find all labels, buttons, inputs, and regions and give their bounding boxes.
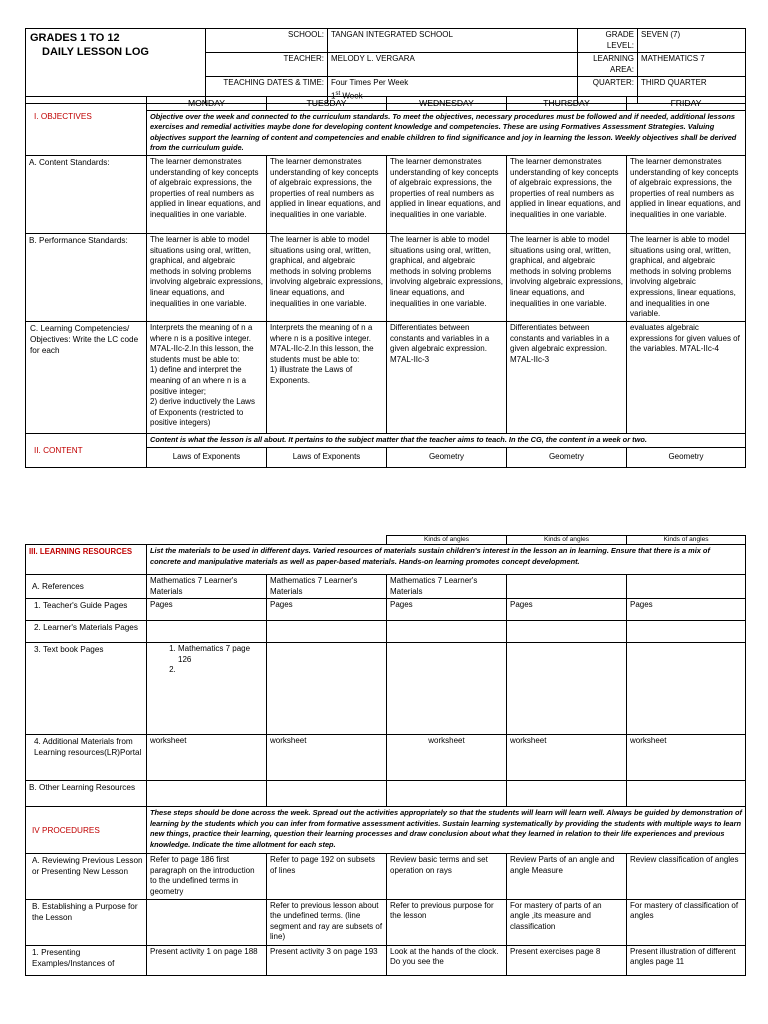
presenting-wed: Look at the hands of the clock. Do you see the xyxy=(387,945,507,975)
learners-materials-label: 2. Learner's Materials Pages xyxy=(26,621,147,643)
textbook-pages-mon xyxy=(147,643,267,735)
presenting-fri: Present illustration of different angles page 11 xyxy=(627,945,746,975)
textbook-pages-label: 3. Text book Pages xyxy=(26,643,147,735)
worksheet-fri: worksheet xyxy=(627,735,746,781)
other-resources-label: B. Other Learning Resources xyxy=(26,781,147,807)
day-friday: FRIDAY xyxy=(627,97,746,111)
content-standards-wed: The learner demonstrates understanding of key concepts of algebraic expressions, the properties of real numbers as applied in linear equations, and inequalities in one variable. xyxy=(387,155,507,233)
teacher-value: MELODY L. VERGARA xyxy=(328,53,578,77)
tg-pages-mon: Pages xyxy=(147,599,267,621)
teachers-guide-label: 1. Teacher's Guide Pages xyxy=(26,599,147,621)
references-label: A. References xyxy=(26,575,147,599)
week-number: 1 xyxy=(331,91,336,101)
quarter-label: QUARTER: xyxy=(578,77,638,104)
presenting-thu: Present exercises page 8 xyxy=(507,945,627,975)
topic-fri: Geometry xyxy=(627,447,746,467)
topic-tue: Laws of Exponents xyxy=(267,447,387,467)
lm-ref-mon: Mathematics 7 Learner's Materials xyxy=(147,575,267,599)
purpose-fri: For mastery of classification of angles xyxy=(627,899,746,945)
worksheet-tue: worksheet xyxy=(267,735,387,781)
tg-pages-tue: Pages xyxy=(267,599,387,621)
school-label: SCHOOL: xyxy=(206,29,328,53)
additional-materials-label: 4. Additional Materials from Learning resources(LR)Portal xyxy=(26,735,147,781)
header-table xyxy=(25,28,746,104)
reviewing-mon: Refer to page 186 first paragraph on the introduction to the undefined terms in geometry xyxy=(147,854,267,899)
content-standards-fri: The learner demonstrates understanding of key concepts of algebraic expressions, the properties of real numbers as applied in linear equations, and inequalities in one variable. xyxy=(627,155,746,233)
resources-table xyxy=(25,535,746,976)
subtopic-wed: Kinds of angles xyxy=(387,536,507,545)
grade-level-value: SEVEN (7) xyxy=(638,29,746,53)
competencies-tue: Interprets the meaning of n a where n is a positive integer. M7AL-IIc-2.In this lesson, the students must be able to: 1) illustrate the Laws of Exponents. xyxy=(267,321,387,433)
topic-wed: Geometry xyxy=(387,447,507,467)
reviewing-tue: Refer to page 192 on subsets of lines xyxy=(267,854,387,899)
content-label: II. CONTENT xyxy=(26,433,147,467)
lm-ref-tue: Mathematics 7 Learner's Materials xyxy=(267,575,387,599)
day-wednesday: WEDNESDAY xyxy=(387,97,507,111)
topic-thu: Geometry xyxy=(507,447,627,467)
objectives-label: I. OBJECTIVES xyxy=(26,110,147,155)
worksheet-thu: worksheet xyxy=(507,735,627,781)
learning-resources-text: List the materials to be used in different days. Varied resources of materials sustain children's interest in the lesson an in learning. Ensure that there is a mix of concrete and manipulative materials as well as paper-based materials. Hands-on learning promotes concept development. xyxy=(147,545,746,575)
tg-pages-thu: Pages xyxy=(507,599,627,621)
procedures-label: IV PROCEDURES xyxy=(26,807,147,854)
reviewing-fri: Review classification of angles xyxy=(627,854,746,899)
competencies-label: C. Learning Competencies/ Objectives: Write the LC code for each xyxy=(26,321,147,433)
worksheet-wed: worksheet xyxy=(387,735,507,781)
reviewing-wed: Review basic terms and set operation on rays xyxy=(387,854,507,899)
performance-standards-thu: The learner is able to model situations using oral, written, graphical, and algebraic methods in solving problems involving algebraic expressions, linear equations, and inequalities in one variable. xyxy=(507,233,627,321)
week-word: Week xyxy=(340,91,363,101)
purpose-mon xyxy=(147,899,267,945)
content-text: Content is what the lesson is all about. It pertains to the subject matter that the teacher aims to teach. In the CG, the content in a week or two. xyxy=(147,433,746,447)
teaching-dates-line1: Four Times Per Week xyxy=(331,78,409,88)
topic-mon: Laws of Exponents xyxy=(147,447,267,467)
reviewing-thu: Review Parts of an angle and angle Measure xyxy=(507,854,627,899)
teaching-dates-label: TEACHING DATES & TIME: xyxy=(206,77,328,104)
grade-level-label: GRADE LEVEL: xyxy=(578,29,638,53)
school-value: TANGAN INTEGRATED SCHOOL xyxy=(328,29,578,53)
performance-standards-tue: The learner is able to model situations using oral, written, graphical, and algebraic methods in solving problems involving algebraic expressions, linear equations, and inequalities in one variable. xyxy=(267,233,387,321)
teacher-label: TEACHER: xyxy=(206,53,328,77)
content-standards-tue: The learner demonstrates understanding of key concepts of algebraic expressions, the properties of real numbers as applied in linear equations, and inequalities in one variable. xyxy=(267,155,387,233)
tg-pages-fri: Pages xyxy=(627,599,746,621)
tg-pages-wed: Pages xyxy=(387,599,507,621)
procedures-text: These steps should be done across the week. Spread out the activities appropriately so that the students will learn will learn well. Always be guided by demonstration of learning by the students which you can infer from formative assessment activities. Sustain learning systematically by providing the students with multiple ways to learn new things, practice their learning, question their learning processes and draw conclusion about what they learned in relation to their life experiences and previous knowledge. Indicate the time allotment for each step. xyxy=(147,807,746,854)
textbook-item-1: 1. Mathematics 7 page 126 xyxy=(178,644,263,665)
competencies-fri: evaluates algebraic expressions for given values of the variables. M7AL-IIc-4 xyxy=(627,321,746,433)
performance-standards-mon: The learner is able to model situations using oral, written, graphical, and algebraic methods in solving problems involving algebraic expressions, linear equations, and inequalities in one variable. xyxy=(147,233,267,321)
day-tuesday: TUESDAY xyxy=(267,97,387,111)
learning-resources-label: III. LEARNING RESOURCES xyxy=(26,545,147,575)
purpose-label: B. Establishing a Purpose for the Lesson xyxy=(26,899,147,945)
objectives-text: Objective over the week and connected to the curriculum standards. To meet the objectives, necessary procedures must be followed and if needed, additional lessons exercises and remedial activities maybe done for developing content knowledge and competencies. These are using Formatives Assessment Strategies. Valuing objectives support the learning of content and competencies and enable children to find significance and joy in learning the lesson. Weekly objectives shall be derived from the curriculum guide. xyxy=(147,110,746,155)
lm-ref-wed: Mathematics 7 Learner's Materials xyxy=(387,575,507,599)
objectives-table xyxy=(25,96,746,468)
day-thursday: THURSDAY xyxy=(507,97,627,111)
purpose-wed: Refer to previous purpose for the lesson xyxy=(387,899,507,945)
presenting-tue: Present activity 3 on page 193 xyxy=(267,945,387,975)
purpose-thu: For mastery of parts of an angle ,its measure and classification xyxy=(507,899,627,945)
performance-standards-fri: The learner is able to model situations using oral, written, graphical, and algebraic methods in solving problems involving algebraic expressions, linear equations, and inequalities in one variable. xyxy=(627,233,746,321)
worksheet-mon: worksheet xyxy=(147,735,267,781)
textbook-item-2 xyxy=(178,665,263,676)
content-standards-thu: The learner demonstrates understanding of key concepts of algebraic expressions, the properties of real numbers as applied in linear equations, and inequalities in one variable. xyxy=(507,155,627,233)
content-standards-mon: The learner demonstrates understanding of key concepts of algebraic expressions, the properties of real numbers as applied in linear equations, and inequalities in one variable. xyxy=(147,155,267,233)
subtopic-thu: Kinds of angles xyxy=(507,536,627,545)
subtopic-fri: Kinds of angles xyxy=(627,536,746,545)
reviewing-label: A. Reviewing Previous Lesson or Presenting New Lesson xyxy=(26,854,147,899)
purpose-tue: Refer to previous lesson about the undefined terms. (line segment and ray are subsets of line) xyxy=(267,899,387,945)
performance-standards-wed: The learner is able to model situations using oral, written, graphical, and algebraic methods in solving problems involving algebraic expressions, linear equations, and inequalities in one variable. xyxy=(387,233,507,321)
presenting-mon: Present activity 1 on page 188 xyxy=(147,945,267,975)
learning-area-value: MATHEMATICS 7 xyxy=(638,53,746,77)
week-ordinal: st xyxy=(335,90,341,97)
content-standards-label: A. Content Standards: xyxy=(26,155,147,233)
learning-area-label: LEARNING AREA: xyxy=(578,53,638,77)
day-monday: MONDAY xyxy=(147,97,267,111)
presenting-examples-label: 1. Presenting Examples/Instances of xyxy=(26,945,147,975)
log-title-line1: GRADES 1 TO 12 xyxy=(30,32,120,44)
quarter-value: THIRD QUARTER xyxy=(638,77,746,104)
competencies-mon: Interprets the meaning of n a where n is a positive integer. M7AL-IIc-2.In this lesson, the students must be able to: 1) define and interpret the meaning of an where n is a positive integer; 2) derive inductively the Laws of Exponents (restricted to positive integers) xyxy=(147,321,267,433)
performance-standards-label: B. Performance Standards: xyxy=(26,233,147,321)
log-title-line2: DAILY LESSON LOG xyxy=(42,46,149,58)
competencies-thu: Differentiates between constants and variables in a given algebraic expression. M7AL-IIc-3 xyxy=(507,321,627,433)
competencies-wed: Differentiates between constants and variables in a given algebraic expression. M7AL-IIc-3 xyxy=(387,321,507,433)
